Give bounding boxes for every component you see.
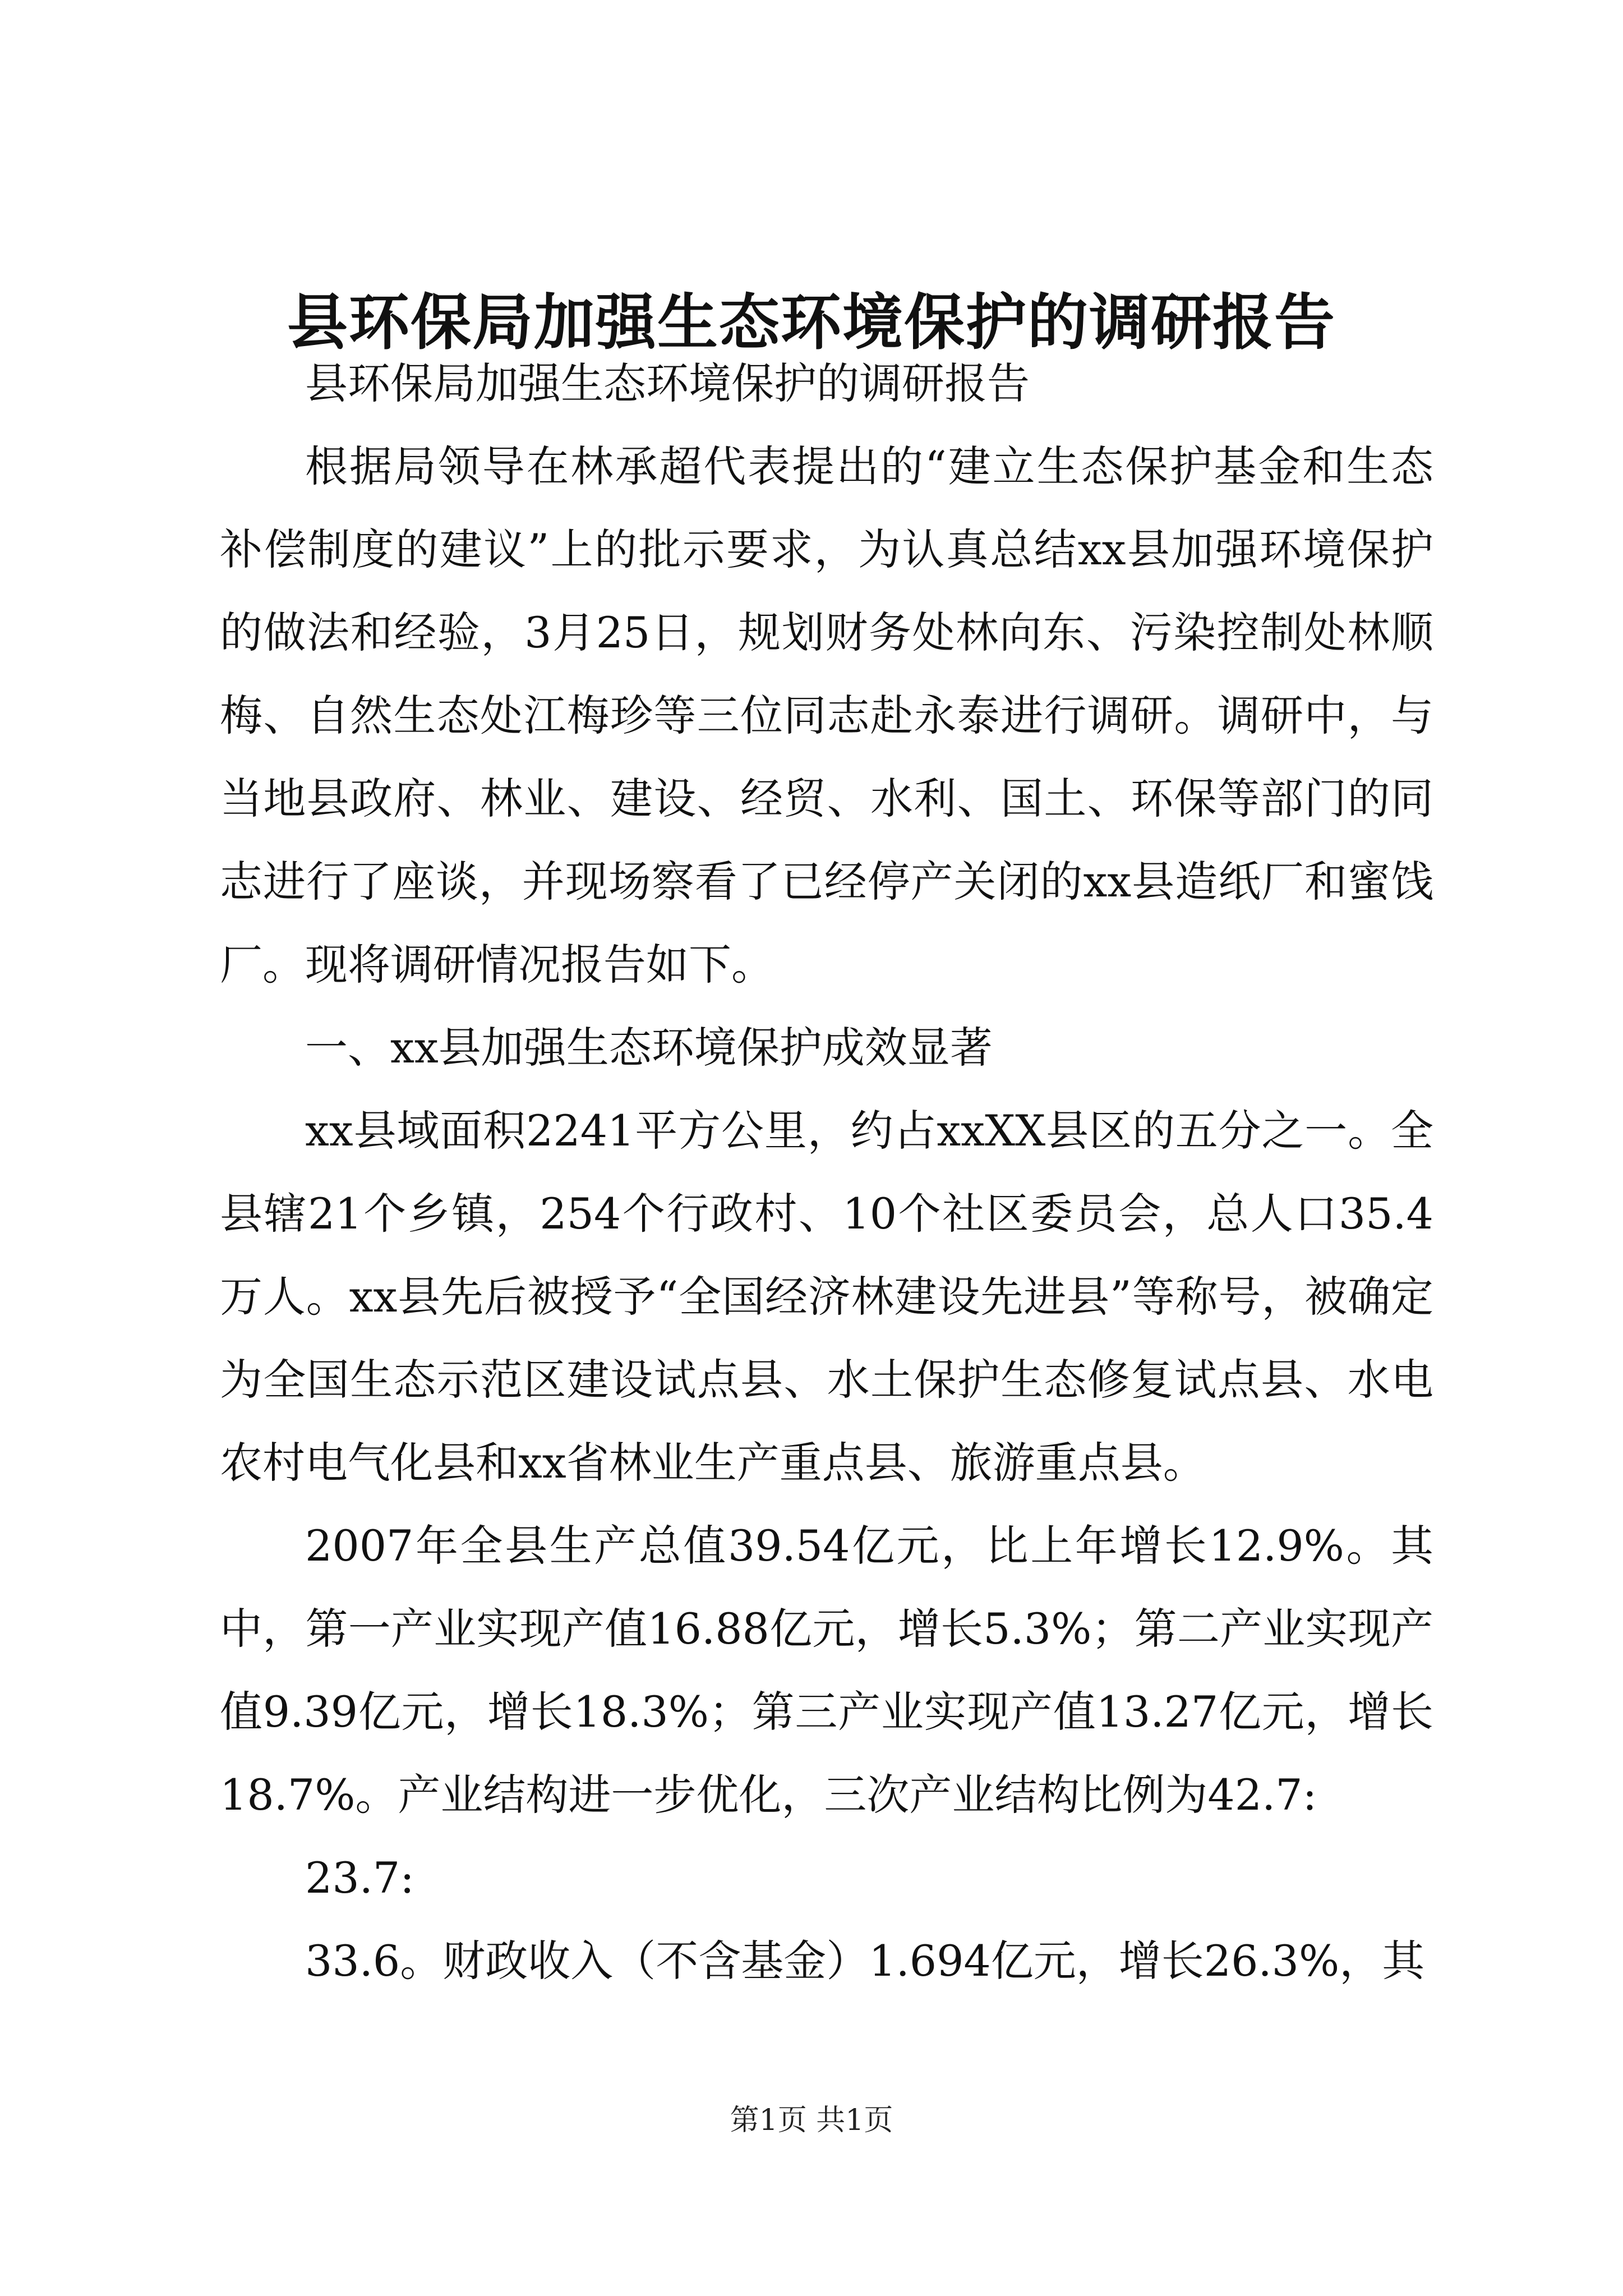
page-number-footer: 第1页 共1页 [730, 2104, 893, 2137]
document-title: 县环保局加强生态环境保护的调研报告 [287, 287, 1336, 358]
body-paragraph-finance: 33.6。财政收入（不含基金）1.694亿元，增长26.3%，其 [305, 1936, 1425, 1986]
body-paragraph-county-overview: xx县域面积2241平方公里，约占xxXX县区的五分之一。全县辖21个乡镇，254个行政村、10个社区委员会，总人口35.4万人。xx县先后被授予“全国经济林建设先进县”等称号，被确定为全国生态示范区建设试点县、水土保护生态修复试点县、水电农村电气化县和xx省林业生产重点县、旅游重点县。 [220, 1106, 1433, 1488]
body-paragraph-ratio-part: 23.7: [305, 1853, 414, 1903]
body-paragraph-economy: 2007年全县生产总值39.54亿元，比上年增长12.9%。其中，第一产业实现产值16.88亿元，增长5.3%；第二产业实现产值9.39亿元，增长18.3%；第三产业实现产值13.27亿元，增长18.7%。产业结构进一步优化，三次产业结构比例为42.7: [220, 1521, 1433, 1820]
section-heading-1: 一、xx县加强生态环境保护成效显著 [305, 1023, 993, 1073]
document-body [220, 342, 1433, 2003]
body-paragraph-intro: 根据局领导在林承超代表提出的“建立生态保护基金和生态补偿制度的建议”上的批示要求，为认真总结xx县加强环境保护的做法和经验，3月25日，规划财务处林向东、污染控制处林顺梅、自然生态处江梅珍等三位同志赴永泰进行调研。调研中，与当地县政府、林业、建设、经贸、水利、国土、环保等部门的同志进行了座谈，并现场察看了已经停产关闭的xx县造纸厂和蜜饯厂。现将调研情况报告如下。 [220, 441, 1433, 990]
body-paragraph-subtitle: 县环保局加强生态环境保护的调研报告 [305, 358, 1030, 408]
